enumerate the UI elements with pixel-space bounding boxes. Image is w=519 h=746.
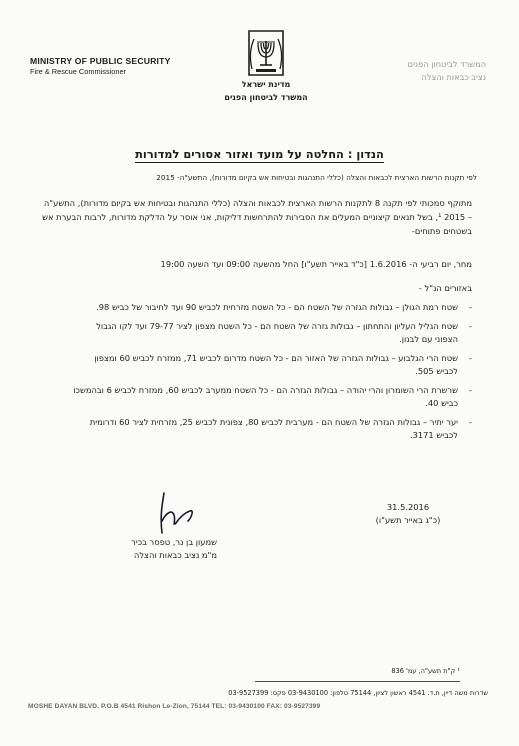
body-paragraph: מתוקף סמכותי לפי תקנה 8 לתקנות הרשות הארצית לכבאות והצלה (כללי התנהגות ובטיחות אש בקיום מדורות), התשע"ה – 2015 ¹, בשל תנאים קיצוניים המעלים את הסבירות להתרחשות דליקות, אני אוסר על הדלקת מדורות, לרבות הבערת אש בשטחים פתוחים- (42, 198, 472, 236)
footer-address-he: שדרות משה דיין, ת.ד. 4541 ראשון לציון, 75144 טלפון: 03-9430100 פקס: 03-9527399 (228, 689, 488, 697)
ministry-name-he: המשרד לביטחון הפנים (224, 93, 308, 102)
areas-list (72, 301, 472, 448)
list-item: - שרשרת הרי השומרון והרי יהודה – גבולות הגזרה הם - כל השטח ממערב לכביש 60, ממזרח לכביש 6 ובהמשכו כביש 40. (73, 385, 472, 408)
area-text: שטח הרי הגלבוע – גבולות הגזרה של האזור הם - כל השטח מדרום לכביש 71, ממזרח לכביש 60 ומצפון לכביש 505. (94, 353, 458, 376)
signer-name: שמעון בן נר, טפסר בכיר (131, 537, 217, 547)
letter-date (358, 501, 458, 527)
right-letterhead-line2: נציב כבאות והצלה (421, 72, 486, 82)
menorah-emblem-icon (246, 29, 286, 77)
gregorian-date: 31.5.2016 (386, 502, 430, 512)
list-item: - שטח הגליל העליון והתחתון – גבולות גזרה של השטח הם - כל השטח מצפון לציר 79-77 ועד לקו הגבול הצפוני עם לבנון. (96, 321, 472, 344)
prohibition-date-line: מחר, יום רביעי ה- 1.6.2016 [כ"ד באייר תשע"ו] החל מהשעה 09:00 ועד השעה 19:00 (160, 259, 472, 269)
area-text: שרשרת הרי השומרון והרי יהודה – גבולות הגזרה הם - כל השטח ממערב לכביש 60, ממזרח לכביש 6 ובהמשכו כביש 40. (73, 385, 458, 408)
commissioner-name-en: Fire & Rescue Commissioner (30, 67, 127, 76)
list-item: - שטח רמת הגולן – גבולות הגזרה של השטח הם - כל השטח מזרחית לכביש 90 ועד לחיבור של כביש 98. (96, 302, 472, 312)
state-name-he: מדינת ישראל (241, 80, 291, 89)
areas-title: באזורים הנ"ל - (418, 283, 472, 293)
english-letterhead (30, 56, 171, 76)
hebrew-letterhead (196, 79, 336, 103)
signer-title: מ"מ נציב כבאות והצלה (133, 550, 217, 560)
handwritten-signature (150, 487, 198, 539)
list-item: - יער יתיר – גבולות הגזרה של השטח הם - מערבית לכביש 80, צפונית לכביש 25, מזרחית לציר 60 ודרומית לכביש 3171. (89, 417, 472, 440)
area-text: שטח הגליל העליון והתחתון – גבולות גזרה של השטח הם - כל השטח מצפון לציר 79-77 ועד לקו הגבול הצפוני עם לבנון. (96, 321, 458, 344)
footnote: ¹ ק"ת תשע"ה, עמ' 836 (391, 667, 460, 675)
right-letterhead (356, 58, 486, 84)
ministry-name-en: MINISTRY OF PUBLIC SECURITY (30, 56, 171, 66)
legal-reference: לפי תקנות הרשות הארצית לכבאות והצלה (כללי התנהגות ובטיחות אש בקיום מדורות), התשע"ה- 2015 (156, 173, 477, 182)
footer-address-en: MOSHE DAYAN BLVD. P.O.B 4541 Rishon Le-Zion, 75144 TEL: 03-9430100 FAX: 03-9527399 (28, 703, 321, 710)
list-item: - שטח הרי הגלבוע – גבולות הגזרה של האזור הם - כל השטח מדרום לכביש 71, ממזרח לכביש 60 ומצפון לכביש 505. (94, 353, 472, 376)
area-text: יער יתיר – גבולות הגזרה של השטח הם - מערבית לכביש 80, צפונית לכביש 25, מזרחית לציר 60 ודרומית לכביש 3171. (89, 417, 458, 440)
subject-text: הנדון : החלטה על מועד ואזור אסורים למדורות (135, 147, 384, 161)
area-text: שטח רמת הגולן – גבולות הגזרה של השטח הם - כל השטח מזרחית לכביש 90 ועד לחיבור של כביש 98. (96, 302, 458, 312)
footnote-divider (255, 681, 460, 682)
subject-heading (40, 147, 479, 161)
hebrew-date: (כ"ג באייר תשע"ו) (375, 515, 441, 525)
signer-block (102, 536, 217, 562)
right-letterhead-line1: המשרד לביטחון הפנים (407, 59, 486, 69)
